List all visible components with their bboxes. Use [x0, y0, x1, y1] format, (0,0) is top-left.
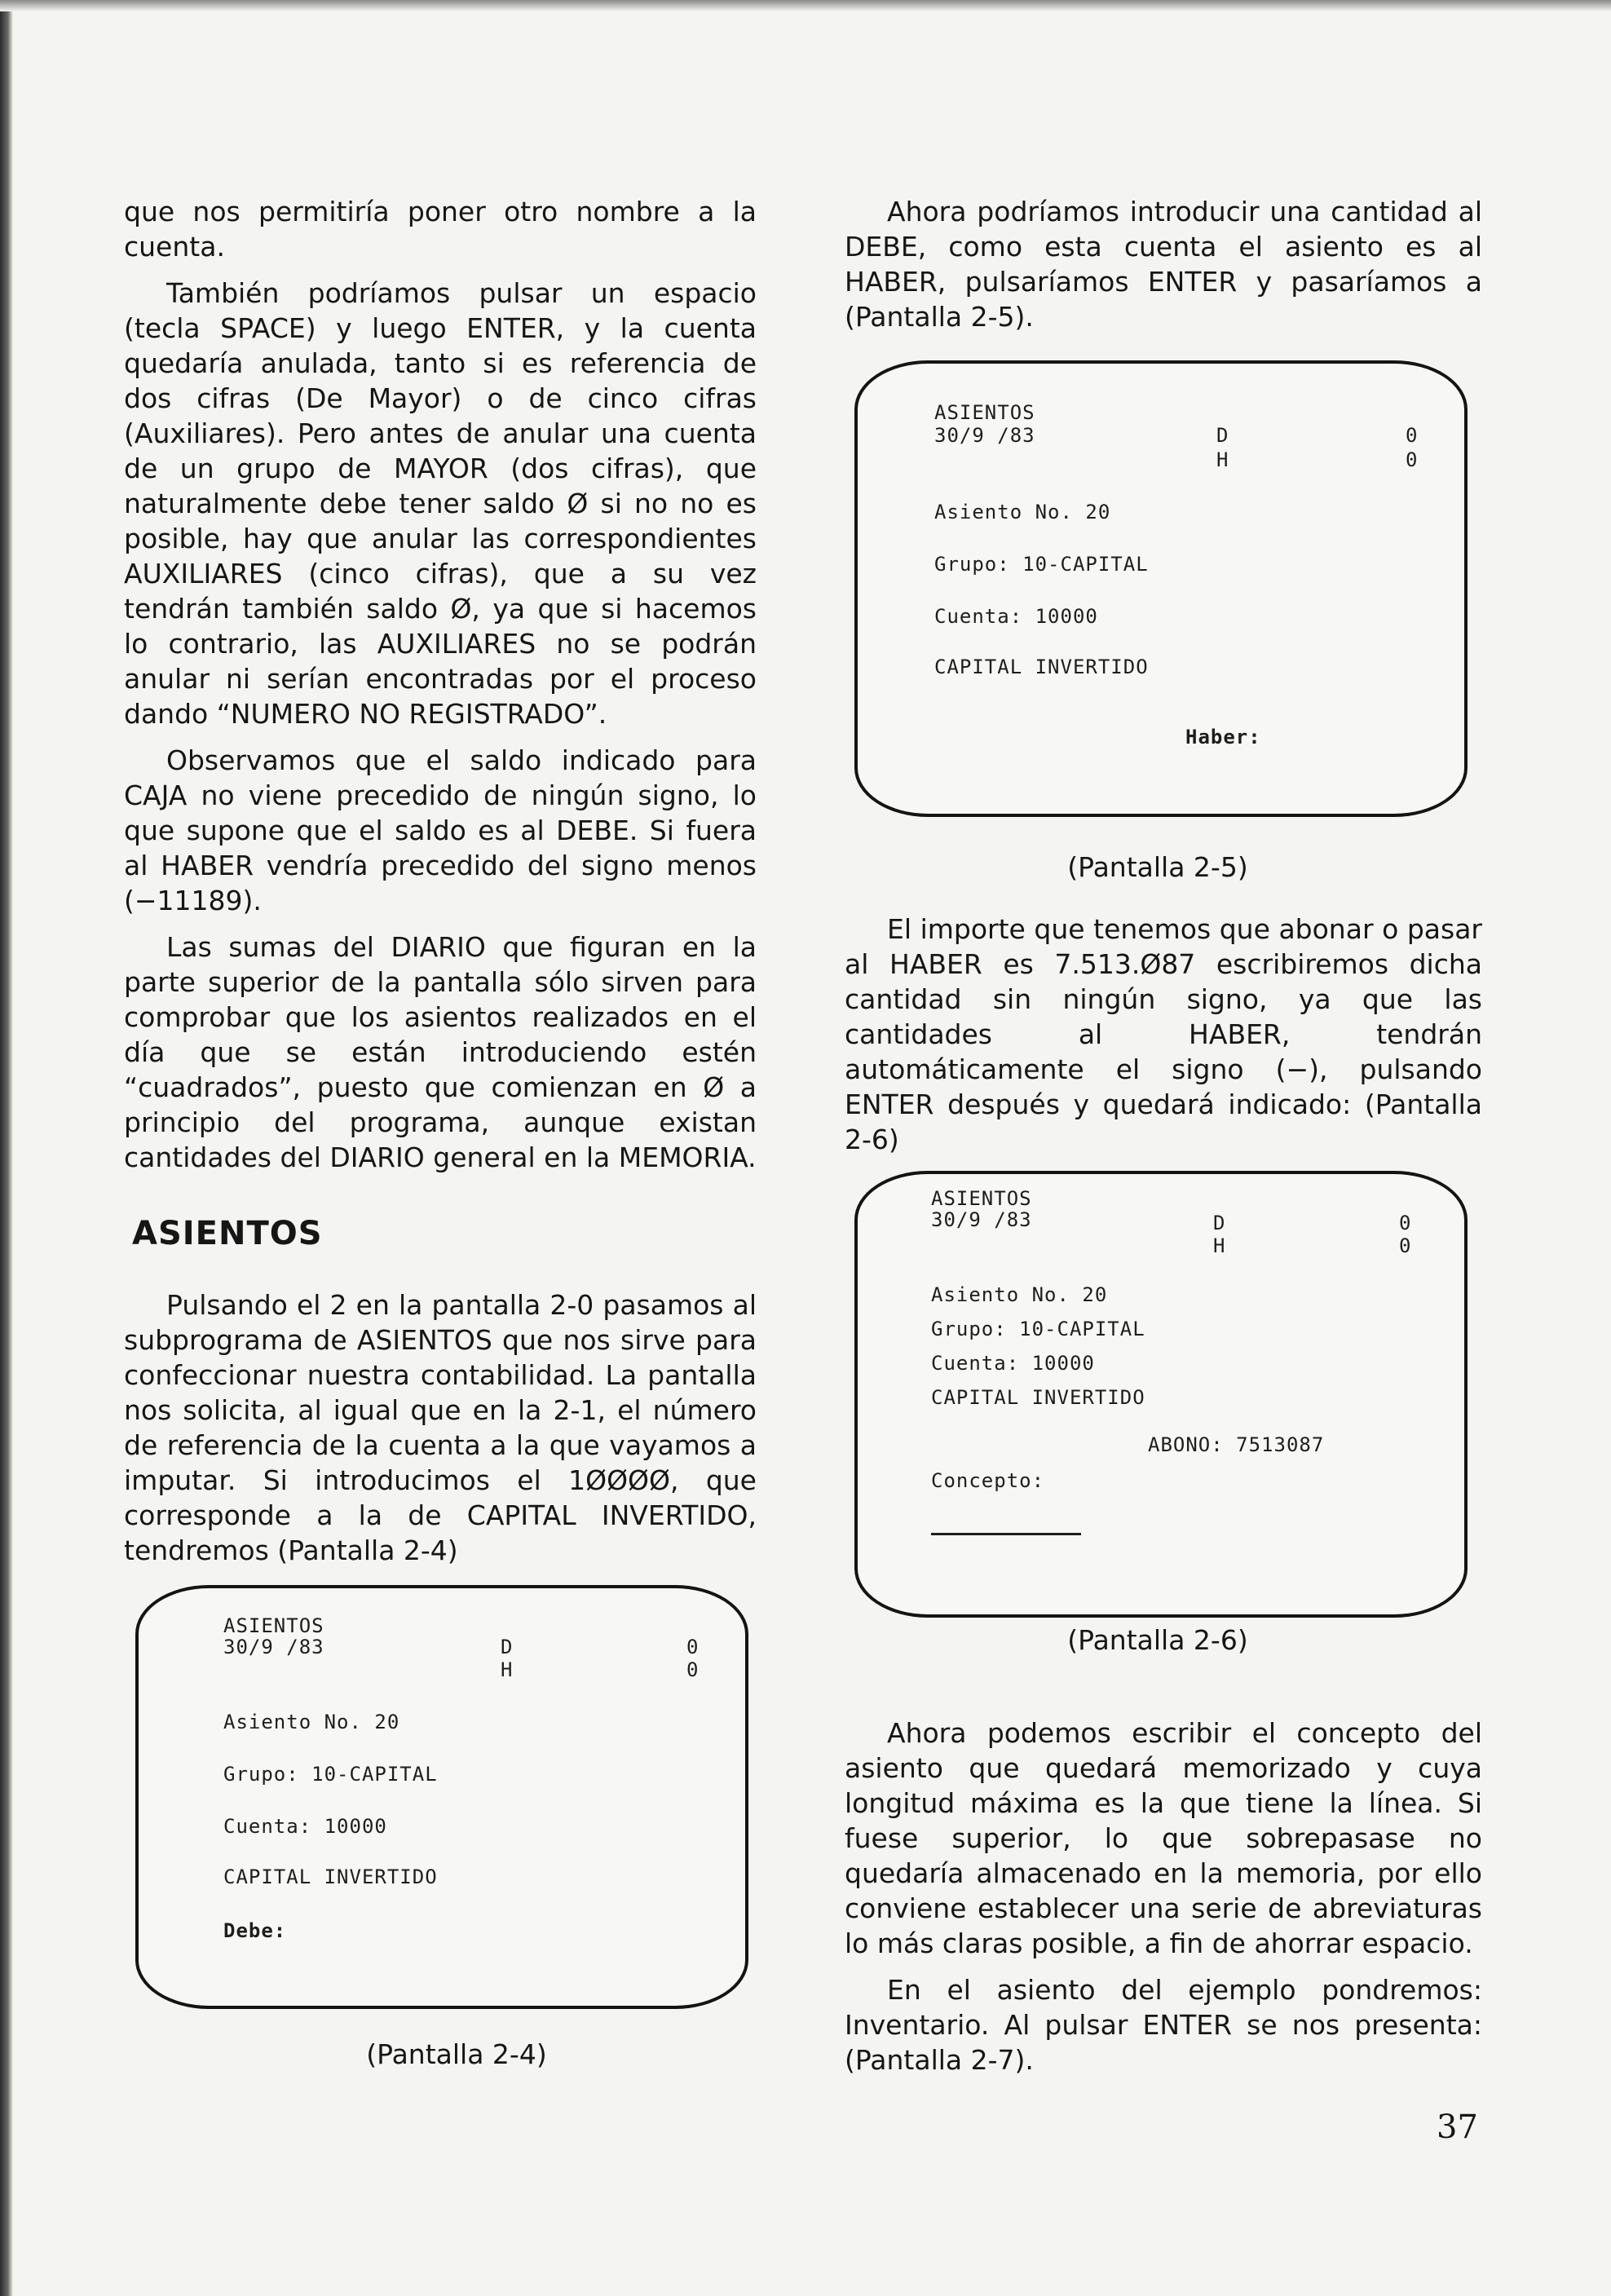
debe-label: D [1216, 424, 1229, 447]
asiento-number: Asiento No. 20 [934, 501, 1111, 523]
haber-value: 0 [1406, 448, 1419, 471]
haber-value: 0 [1399, 1234, 1412, 1257]
cuenta-line: Cuenta: 10000 [223, 1815, 387, 1838]
paragraph: Ahora podemos escribir el concepto del asiento que quedará memorizado y cuya longitud máxima es la que tiene la línea. Si fuese superior, lo que sobrepasase no quedaría almacenado en la memoria, por ello conviene establecer una serie de abreviaturas lo más claras posible, a fin de ahorrar espacio. [845, 1717, 1482, 1959]
account-name: CAPITAL INVERTIDO [223, 1866, 438, 1888]
right-column-end [845, 1715, 1482, 2077]
screen-date: 30/9 /83 [934, 424, 1035, 447]
debe-value: 0 [1406, 424, 1419, 447]
section-heading: ASIENTOS [132, 1215, 323, 1252]
figure-caption: (Pantalla 2-5) [1067, 851, 1248, 883]
grupo-line: Grupo: 10-CAPITAL [931, 1318, 1145, 1340]
concepto-input-line [931, 1533, 1081, 1535]
screen-date: 30/9 /83 [223, 1636, 324, 1658]
screen-pantalla-2-4 [135, 1585, 748, 2009]
paragraph: El importe que tenemos que abonar o pasar al HABER es 7.513.Ø87 escribiremos dicha cantidad sin ningún signo, ya que las cantidades al HABER, tendrán automáticamente el signo (−), pulsando ENTER después y quedará indicado: (Pantalla 2-6) [845, 913, 1482, 1155]
screen-pantalla-2-6 [854, 1171, 1468, 1618]
book-binding-shadow [0, 0, 13, 2296]
left-column [124, 194, 757, 1568]
screen-title: ASIENTOS [934, 401, 1035, 424]
right-column-intro [845, 194, 1482, 334]
screen-date: 30/9 /83 [931, 1208, 1032, 1231]
cuenta-line: Cuenta: 10000 [934, 605, 1098, 628]
figure-caption: (Pantalla 2-6) [1067, 1624, 1248, 1656]
page-number: 37 [1437, 2108, 1478, 2146]
paragraph: Observamos que el saldo indicado para CAJA no viene precedido de ningún signo, lo que supone que el saldo es al DEBE. Si fuera al HABER vendría precedido del signo menos (−11189). [124, 744, 757, 916]
asiento-number: Asiento No. 20 [223, 1711, 400, 1733]
debe-prompt: Debe: [223, 1919, 287, 1942]
cuenta-line: Cuenta: 10000 [931, 1352, 1095, 1375]
grupo-line: Grupo: 10-CAPITAL [934, 553, 1149, 576]
concepto-prompt: Concepto: [931, 1469, 1045, 1492]
screen-title: ASIENTOS [223, 1614, 324, 1637]
debe-value: 0 [1399, 1212, 1412, 1234]
paragraph: que nos permitiría poner otro nombre a la cuenta. [124, 196, 757, 263]
account-name: CAPITAL INVERTIDO [931, 1386, 1145, 1409]
page-top-shadow [0, 0, 1611, 11]
grupo-line: Grupo: 10-CAPITAL [223, 1763, 438, 1786]
abono-amount: ABONO: 7513087 [1148, 1433, 1325, 1456]
paragraph: Ahora podríamos introducir una cantidad al DEBE, como esta cuenta el asiento es al HABER, pulsaríamos ENTER y pasaríamos a (Pantalla 2-5). [845, 196, 1482, 333]
haber-value: 0 [686, 1658, 700, 1681]
debe-label: D [501, 1636, 514, 1658]
paragraph: También podríamos pulsar un espacio (tecla SPACE) y luego ENTER, y la cuenta quedaría anulada, tanto si es referencia de dos cifras (De Mayor) o de cinco cifras (Auxiliares). Pero antes de anular una cuenta de un grupo de MAYOR (dos cifras), que naturalmente debe tener saldo Ø si no no es posible, hay que anular las correspondientes AUXILIARES (cinco cifras), que a su vez tendrán también saldo Ø, ya que si hacemos lo contrario, las AUXILIARES no se podrán anular ni serían encontradas por el proceso dando “NUMERO NO REGISTRADO”. [124, 277, 757, 730]
debe-value: 0 [686, 1636, 700, 1658]
screen-pantalla-2-5 [854, 360, 1468, 817]
figure-caption: (Pantalla 2-4) [366, 2038, 547, 2070]
account-name: CAPITAL INVERTIDO [934, 656, 1149, 678]
debe-label: D [1213, 1212, 1226, 1234]
haber-label: H [501, 1658, 514, 1681]
asiento-number: Asiento No. 20 [931, 1283, 1108, 1306]
screen-title: ASIENTOS [931, 1187, 1032, 1210]
right-column-middle [845, 912, 1482, 1157]
haber-label: H [1216, 448, 1229, 471]
paragraph: En el asiento del ejemplo pondremos: Inventario. Al pulsar ENTER se nos presenta: (Pantalla 2-7). [845, 1974, 1482, 2076]
paragraph: Pulsando el 2 en la pantalla 2-0 pasamos al subprograma de ASIENTOS que nos sirve para confeccionar nuestra contabilidad. La pantalla nos solicita, al igual que en la 2-1, el número de referencia de la cuenta a la que vayamos a imputar. Si introducimos el 1ØØØØ, que corresponde a la de CAPITAL INVERTIDO, tendremos (Pantalla 2-4) [124, 1289, 757, 1566]
haber-label: H [1213, 1234, 1226, 1257]
paragraph: Las sumas del DIARIO que figuran en la parte superior de la pantalla sólo sirven para comprobar que los asientos realizados en el día que se están introduciendo estén “cuadrados”, puesto que comienzan en Ø a principio del programa, aunque existan cantidades del DIARIO general en la MEMORIA. [124, 931, 757, 1173]
haber-prompt: Haber: [1185, 726, 1261, 748]
